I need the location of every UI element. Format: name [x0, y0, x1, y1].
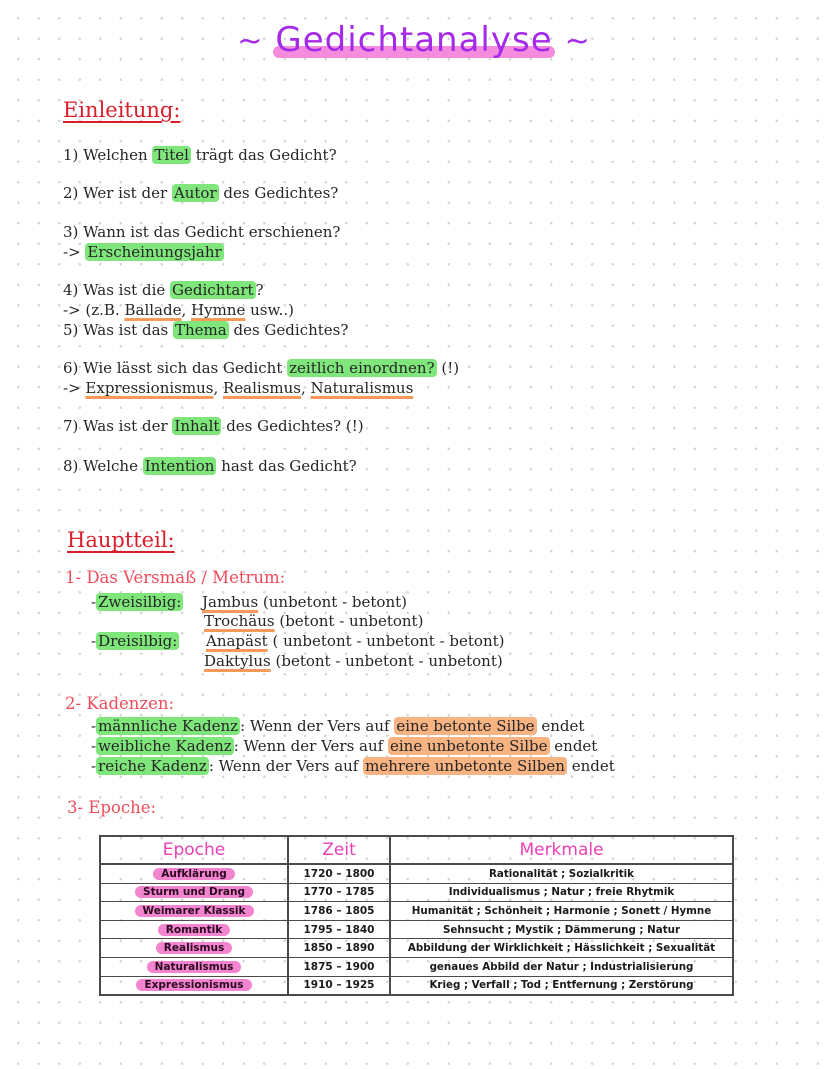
table-header-row	[100, 836, 733, 864]
highlight-gedichtart: Gedichtart	[172, 281, 254, 299]
epoch-time: 1850 – 1890	[288, 939, 390, 958]
table-row	[100, 883, 733, 902]
question-6-examples: -> Expressionismus, Realismus, Naturalismus	[63, 379, 414, 397]
highlight-inhalt: Inhalt	[174, 417, 220, 435]
epoch-name: Naturalismus	[147, 961, 242, 973]
epoch-name: Expressionismus	[136, 979, 251, 991]
trochaeus-line: Trochäus (betont - unbetont)	[204, 612, 424, 630]
kadenz-maennlich: - männliche Kadenz : Wenn der Vers auf eine betonte Silbe endet	[91, 717, 585, 735]
epoch-features: Rationalität ; Sozialkritik	[390, 864, 733, 883]
table-row	[100, 957, 733, 976]
question-3: 3) Wann ist das Gedicht erschienen?	[63, 223, 341, 241]
epoch-features: Individualismus ; Natur ; freie Rhytmik	[390, 883, 733, 902]
highlight-thema: Thema	[175, 321, 227, 339]
epoch-features: genaues Abbild der Natur ; Industrialisierung	[390, 957, 733, 976]
epoch-features: Abbildung der Wirklichkeit ; Hässlichkeit ; Sexualität	[390, 939, 733, 958]
anapaest-line: Anapäst ( unbetont - unbetont - betont)	[206, 632, 505, 650]
epoch-features: Humanität ; Schönheit ; Harmonie ; Sonett / Hymne	[390, 902, 733, 921]
jambus-line: Jambus (unbetont - betont)	[202, 593, 407, 611]
question-3-answer: -> Erscheinungsjahr	[63, 243, 222, 261]
intro-heading: Einleitung:	[63, 98, 181, 122]
epoch-features: Krieg ; Verfall ; Tod ; Entfernung ; Zerstörung	[390, 976, 733, 995]
epoch-features: Sehnsucht ; Mystik ; Dämmerung ; Natur	[390, 920, 733, 939]
kadenzen-title: 2- Kadenzen:	[65, 694, 175, 713]
epoch-time: 1795 – 1840	[288, 920, 390, 939]
epoch-time: 1875 – 1900	[288, 957, 390, 976]
page-title	[0, 20, 828, 60]
epoche-title: 3- Epoche:	[67, 798, 157, 817]
epoch-name: Sturm und Drang	[135, 886, 253, 898]
question-1: 1) Welchen Titel trägt das Gedicht?	[63, 146, 337, 164]
daktylus-line: Daktylus (betont - unbetont - unbetont)	[204, 652, 503, 670]
kadenz-reich: - reiche Kadenz : Wenn der Vers auf mehrere unbetonte Silben endet	[91, 757, 615, 775]
header-merkmale: Merkmale	[390, 836, 733, 864]
table-row	[100, 939, 733, 958]
header-epoche: Epoche	[100, 836, 288, 864]
epoch-name: Weimarer Klassik	[135, 905, 254, 917]
epoch-time: 1720 – 1800	[288, 864, 390, 883]
epoch-name: Aufklärung	[153, 868, 234, 880]
highlight-titel: Titel	[154, 146, 189, 164]
epoch-time: 1910 – 1925	[288, 976, 390, 995]
title-text: Gedichtanalyse	[271, 20, 556, 60]
highlight-autor: Autor	[173, 184, 217, 202]
question-4-examples: -> (z.B. Ballade, Hymne usw..)	[63, 301, 294, 319]
tilde-left: ~	[237, 24, 264, 59]
table-row	[100, 864, 733, 883]
main-heading: Hauptteil:	[67, 528, 175, 552]
kadenz-weiblich: - weibliche Kadenz : Wenn der Vers auf eine unbetonte Silbe endet	[91, 737, 598, 755]
dreisilbig-label: - Dreisilbig:	[91, 632, 178, 650]
table-row	[100, 920, 733, 939]
zweisilbig-label: - Zweisilbig:	[91, 593, 182, 611]
table-row	[100, 976, 733, 995]
question-7: 7) Was ist der Inhalt des Gedichtes? (!)	[63, 417, 364, 435]
versmass-title: 1- Das Versmaß / Metrum:	[65, 568, 286, 587]
table-row	[100, 902, 733, 921]
header-zeit: Zeit	[288, 836, 390, 864]
highlight-zeitlich: zeitlich einordnen?	[289, 359, 435, 377]
epoch-name: Romantik	[158, 924, 230, 936]
question-6: 6) Wie lässt sich das Gedicht zeitlich einordnen? (!)	[63, 359, 460, 377]
question-8: 8) Welche Intention hast das Gedicht?	[63, 457, 357, 475]
epoche-table	[99, 835, 734, 996]
epoch-time: 1770 – 1785	[288, 883, 390, 902]
highlight-intention: Intention	[144, 457, 215, 475]
highlight-erscheinungsjahr: Erscheinungsjahr	[87, 243, 222, 261]
tilde-right: ~	[564, 24, 591, 59]
epoch-name: Realismus	[156, 942, 232, 954]
question-4: 4) Was ist die Gedichtart ?	[63, 281, 264, 299]
question-2: 2) Wer ist der Autor des Gedichtes?	[63, 184, 339, 202]
epoch-time: 1786 – 1805	[288, 902, 390, 921]
question-5: 5) Was ist das Thema des Gedichtes?	[63, 321, 349, 339]
